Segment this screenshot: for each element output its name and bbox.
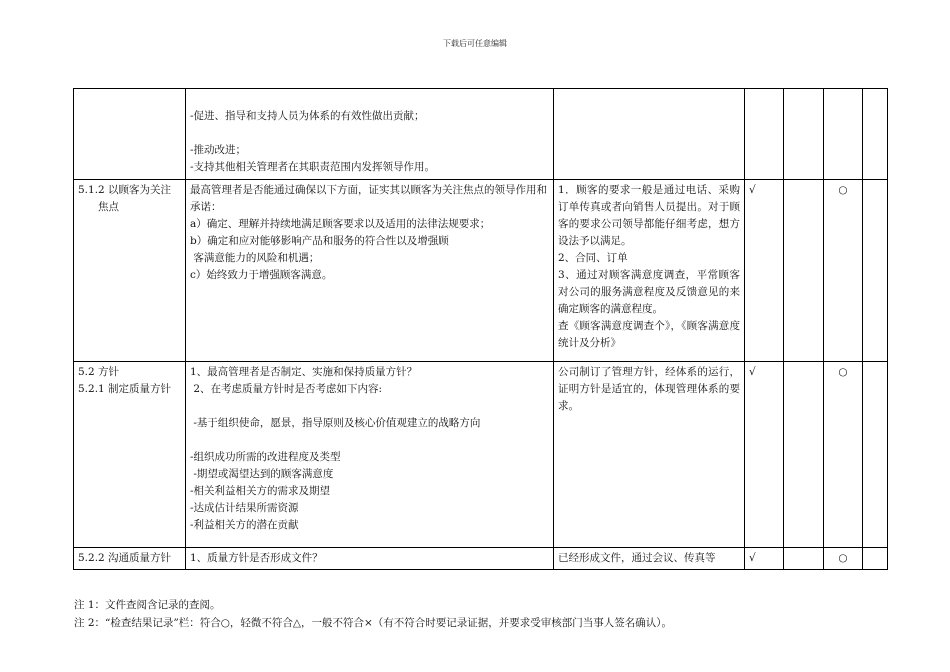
requirement-cell-line: 1、最高管理者是否制定、实施和保持质量方针？ bbox=[190, 366, 418, 378]
requirement-cell-line: 2、在考虑质量方针时是否考虑如下内容: bbox=[190, 383, 383, 395]
evidence-cell bbox=[554, 180, 745, 362]
requirement-cell-line bbox=[190, 432, 549, 449]
requirement-cell-line: 最高管理者是否能通过确保以下方面，证实其以顾客为关注焦点的领导作用和承诺： bbox=[190, 184, 547, 213]
check-mark-cell: √ bbox=[745, 362, 784, 548]
evidence-cell-line: 2、合同、订单 bbox=[558, 252, 628, 264]
table-row bbox=[74, 89, 888, 180]
evidence-cell-line: 查《顾客满意度调查个》，《顾客满意度统计及分析》 bbox=[558, 320, 740, 349]
requirement-cell bbox=[186, 548, 554, 570]
evidence-cell bbox=[554, 89, 745, 180]
check-mark-cell bbox=[745, 89, 784, 180]
major-nonconformity-cell: ○ bbox=[824, 180, 863, 362]
evidence-cell-line: 公司制订了管理方针，经体系的运行，证明方针是适宜的，体现管理体系的要求。 bbox=[558, 366, 740, 412]
major-nonconformity-cell: ○ bbox=[824, 362, 863, 548]
requirement-cell-line: c）始终致力于增强顾客满意。 bbox=[190, 269, 333, 281]
requirement-cell-line bbox=[190, 125, 549, 142]
requirement-cell-line: -期望或渴望达到的顾客满意度 bbox=[190, 468, 334, 480]
evidence-cell-line: 3、通过对顾客满意度调查，平常顾客对公司的服务满意程度及反馈意见的来确定顾客的满意程度。 bbox=[558, 269, 740, 315]
footnote-2: 注 2：“检查结果记录”栏：符合○，轻微不符合△，一般不符合×（有不符合时要记录证据，并要求受审核部门当事人签名确认）。 bbox=[74, 617, 673, 629]
requirement-cell-line bbox=[190, 398, 549, 415]
requirement-cell-line: 1、质量方针是否形成文件？ bbox=[190, 552, 323, 564]
major-nonconformity-cell bbox=[824, 89, 863, 180]
requirement-cell-line: -利益相关方的潜在贡献 bbox=[190, 519, 299, 531]
minor-nonconformity-cell bbox=[784, 89, 824, 180]
footnotes bbox=[74, 596, 934, 632]
major-nonconformity-cell: ○ bbox=[824, 548, 863, 570]
requirement-cell-line: -支持其他相关管理者在其职责范围内发挥领导作用。 bbox=[190, 161, 436, 173]
footnote-1: 注 1：文件查阅含记录的查阅。 bbox=[74, 599, 221, 611]
clause-cell bbox=[74, 362, 186, 548]
table-row bbox=[74, 362, 888, 548]
evidence-cell bbox=[554, 548, 745, 570]
result-cell bbox=[863, 89, 888, 180]
requirement-cell-line bbox=[190, 91, 549, 108]
clause-cell bbox=[74, 180, 186, 362]
page-header: 下载后可任意编辑 bbox=[443, 39, 507, 48]
requirement-cell-line: -基于组织使命，愿景，指导原则及核心价值观建立的战略方向 bbox=[190, 417, 481, 429]
result-cell bbox=[863, 180, 888, 362]
requirement-cell-line: -相关利益相关方的需求及期望 bbox=[190, 485, 331, 497]
clause-cell bbox=[74, 89, 186, 180]
clause-cell bbox=[74, 548, 186, 570]
table-row bbox=[74, 180, 888, 362]
result-cell bbox=[863, 362, 888, 548]
check-mark-cell: √ bbox=[745, 180, 784, 362]
table-row bbox=[74, 548, 888, 570]
requirement-cell-line: -促进、指导和支持人员为体系的有效性做出贡献； bbox=[190, 110, 425, 122]
requirement-cell bbox=[186, 89, 554, 180]
requirement-cell bbox=[186, 180, 554, 362]
requirement-cell-line: a）确定、理解并持续地满足顾客要求以及适用的法律法规要求； bbox=[190, 218, 491, 230]
result-cell bbox=[863, 548, 888, 570]
requirement-cell-line: 客满意能力的风险和机遇； bbox=[190, 252, 320, 264]
evidence-cell-line: 已经形成文件，通过会议、传真等 bbox=[558, 552, 716, 564]
clause-cell-line: 5.2 方针 bbox=[78, 366, 120, 378]
minor-nonconformity-cell bbox=[784, 362, 824, 548]
clause-cell-line: 5.1.2 以顾客为关注 bbox=[78, 184, 172, 196]
evidence-cell bbox=[554, 362, 745, 548]
clause-cell-line: 焦点 bbox=[98, 201, 119, 213]
minor-nonconformity-cell bbox=[784, 180, 824, 362]
requirement-cell-line: -达成估计结果所需资源 bbox=[190, 502, 299, 514]
requirement-cell-line: -组织成功所需的改进程度及类型 bbox=[190, 451, 341, 463]
requirement-cell-line: b）确定和应对能够影响产品和服务的符合性以及增强顾 bbox=[190, 235, 449, 247]
audit-checklist-table bbox=[73, 88, 888, 570]
check-mark-cell: √ bbox=[745, 548, 784, 570]
minor-nonconformity-cell bbox=[784, 548, 824, 570]
clause-cell-line: 5.2.2 沟通质量方针 bbox=[78, 552, 172, 564]
evidence-cell-line: 1．顾客的要求一般是通过电话、采购订单传真或者向销售人员提出。对于顾客的要求公司领导都能仔细考虑，想方设法予以满足。 bbox=[558, 184, 740, 247]
requirement-cell bbox=[186, 362, 554, 548]
clause-cell-line: 5.2.1 制定质量方针 bbox=[78, 383, 172, 395]
requirement-cell-line: -推动改进； bbox=[190, 144, 247, 156]
